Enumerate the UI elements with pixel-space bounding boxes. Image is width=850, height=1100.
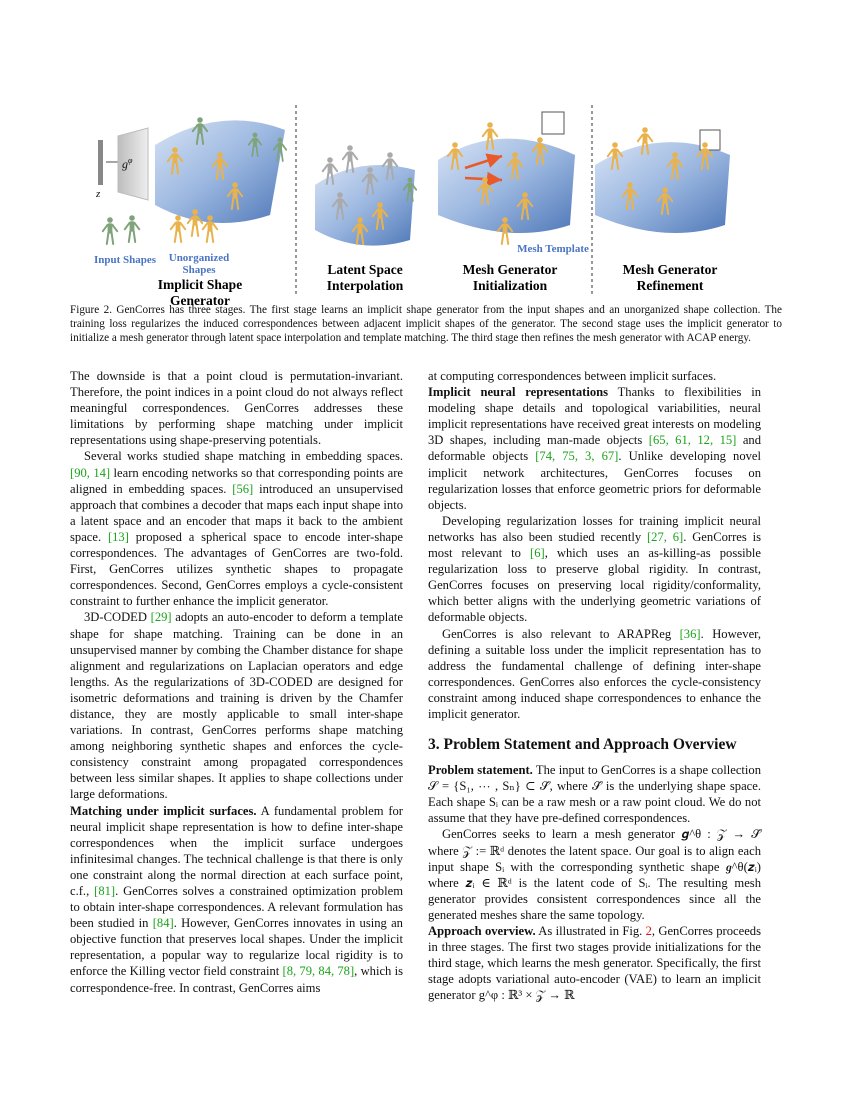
citation[interactable]: [90, 14] xyxy=(70,465,111,480)
human-figure xyxy=(171,215,185,242)
shape-surface-1 xyxy=(155,120,285,223)
figure-2 xyxy=(70,100,780,308)
paragraph: Matching under implicit surfaces. A fundamental problem for neural implicit shape representation is how to define inter-shape correspondences when the implicit surface undergoes infinitesimal changes. The technical challenge is that there is only one constraint along the normal direction at each surface point, c.f., [81]. GenCorres solves a constrained optimization problem to obtain inter-shape correspondences. A relevant formulation has been studied in [84]. However, GenCorres innovates in using an objective function that preserves local shapes. Under the implicit representation, a popular way to regularize local rigidity is to enforce the Killing vector field constraint [8, 79, 84, 78], which is correspondence-free. In contrast, GenCorres aims xyxy=(70,803,404,995)
left-column xyxy=(70,368,403,996)
citation[interactable]: [65, 61, 12, 15] xyxy=(648,433,737,448)
input-shapes-label: Input Shapes xyxy=(93,254,157,266)
paragraph: 3D-CODED [29] adopts an auto-encoder to deform a template shape for shape matching. Training can be done in an unsupervised manner by combing the Chamber distance for shape alignment and regularizations on Laplacian operators and edge lengths. As the regularizations of 3D-CODED are designed for isometric deformations and training is driven by the Chamfer distance, they are mostly applicable to small inter-shape variations. In contrast, GenCorres performs shape matching among neighboring synthetic shapes and enforces the cycle-consistency constraint among propagated correspondences between less similar shapes. It applies to shape collections under large deformations. xyxy=(70,610,403,802)
runin-heading: Implicit neural representations xyxy=(428,385,609,400)
paragraph: Problem statement. The input to GenCorres is a shape collection 𝒮 = {S₁, ⋯ , Sₙ} ⊂ 𝒮̄, where 𝒮̄ is the underlying shape space. Each shape Sᵢ can be a raw mesh or a raw point cloud. We do not assume that they have pre-defined correspondences. xyxy=(428,763,761,826)
section-heading: 3. Problem Statement and Approach Overview xyxy=(428,736,737,754)
human-figure xyxy=(125,215,139,242)
paragraph: at computing correspondences between implicit surfaces. xyxy=(428,369,717,383)
citation[interactable]: [36] xyxy=(679,626,701,641)
runin-heading: Matching under implicit surfaces. xyxy=(70,803,257,818)
citation[interactable]: [6] xyxy=(530,546,545,561)
citation[interactable]: [29] xyxy=(150,610,172,625)
paragraph: Implicit neural representations Thanks to flexibilities in modeling shape details and topological variabilities, neural implicit representations have received great interests on modeling 3D shapes, including man-made objects [65, 61, 12, 15] and deformable objects [74, 75, 3, 67]. Unlike developing novel implicit network architectures, GenCorres focuses on regularization losses that enforce geometric priors for deformable objects. xyxy=(428,385,762,512)
citation[interactable]: [13] xyxy=(107,529,129,544)
citation[interactable]: [8, 79, 84, 78] xyxy=(282,964,355,979)
paragraph: Approach overview. As illustrated in Fig. 2, GenCorres proceeds in three stages. The first two stages provide initializations for the third stage, which learns the mesh generator. Specifically, the first stage adopts variational auto-encoder (VAE) to learn an implicit generator g^φ : ℝ³ × 𝒵 → ℝ xyxy=(428,924,761,1003)
stage-title-2: Latent Space Interpolation xyxy=(326,262,404,293)
zoom-inset xyxy=(700,130,720,150)
runin-heading: Problem statement. xyxy=(428,763,533,778)
mesh-template-label: Mesh Template xyxy=(517,243,589,255)
citation[interactable]: [74, 75, 3, 67] xyxy=(535,449,619,464)
citation[interactable]: [27, 6] xyxy=(646,529,684,544)
paragraph: Developing regularization losses for training implicit neural networks has also been studied recently [27, 6]. GenCorres is most relevant to [6], which uses an as-killing-as possible regularization loss to preserve global rigidity. In contrast, GenCorres focuses on preserving local rigidity/conformality, which better aligns with the underlying geometric variations of deformable objects. xyxy=(428,513,762,625)
figure-ref[interactable]: 2 xyxy=(645,924,652,938)
citation[interactable]: [56] xyxy=(232,481,254,496)
latent-bar xyxy=(98,140,103,185)
latent-z-label: z xyxy=(96,188,101,200)
paragraph: The downside is that a point cloud is permutation-invariant. Therefore, the point indices in a point cloud do not always reflect meaningful correspondences. GenCorres addresses these limitations by performing shape matching under implicit representations using shape-preserving potentials. xyxy=(70,369,403,448)
figure-caption: Figure 2. GenCorres has three stages. The first stage learns an implicit shape generator from the input shapes and an unorganized shape collection. The training loss regularizes the induced correspondences between adjacent implicit shapes of the generator. The second stage uses the implicit generator to initialize a mesh generator through latent space interpolation and template matching. The third stage then refines the mesh generator with ACAP energy. xyxy=(70,304,782,345)
right-column xyxy=(428,368,761,1003)
stage-title-1: Implicit Shape Generator xyxy=(157,277,243,308)
paragraph: Several works studied shape matching in embedding spaces. [90, 14] learn encoding networks so that corresponding points are aligned in embedding spaces. [56] introduced an unsupervised approach that combines a decoder that maps each input shape into a latent space and an encoder that maps it back to the ambient space. [13] proposed a spherical space to encode inter-shape correspondences. The advantages of GenCorres are two-fold. First, GenCorres utilizes synthetic shapes to propagate correspondences. Second, GenCorres employs a cycle-consistent constraint to further enhance the implicit generator. xyxy=(70,449,404,609)
unorganized-shapes-label: Unorganized Shapes xyxy=(168,252,230,276)
zoom-inset xyxy=(542,112,564,134)
paragraph: GenCorres seeks to learn a mesh generator 𝒈^θ : 𝒵 → 𝒮̄ where 𝒵 := ℝᵈ denotes the latent space. Our goal is to align each input shape Sᵢ with the corresponding synthetic shape 𝒈^θ(𝒛ᵢ) where 𝒛ᵢ ∈ ℝᵈ is the latent code of Sᵢ. The resulting mesh generator provides consistent correspondences since all the generated meshes share the same topology. xyxy=(428,827,761,922)
stage-title-3: Mesh Generator Initialization xyxy=(462,262,558,293)
generator-label: $g^\varphi$ xyxy=(122,156,133,171)
stage-title-4: Mesh Generator Refinement xyxy=(622,262,718,293)
citation[interactable]: [84] xyxy=(152,916,174,931)
citation[interactable]: [81] xyxy=(94,884,116,898)
paragraph: GenCorres is also relevant to ARAPReg [36]. However, defining a suitable loss under the implicit representation has to address the fundamental challenge of defining inter-shape correspondences. GenCorres also enforces the cycle-consistency constraint among induced shape correspondences to enhance the implicit generator. xyxy=(428,626,761,721)
runin-heading: Approach overview. xyxy=(428,924,536,938)
human-figure xyxy=(103,217,117,244)
